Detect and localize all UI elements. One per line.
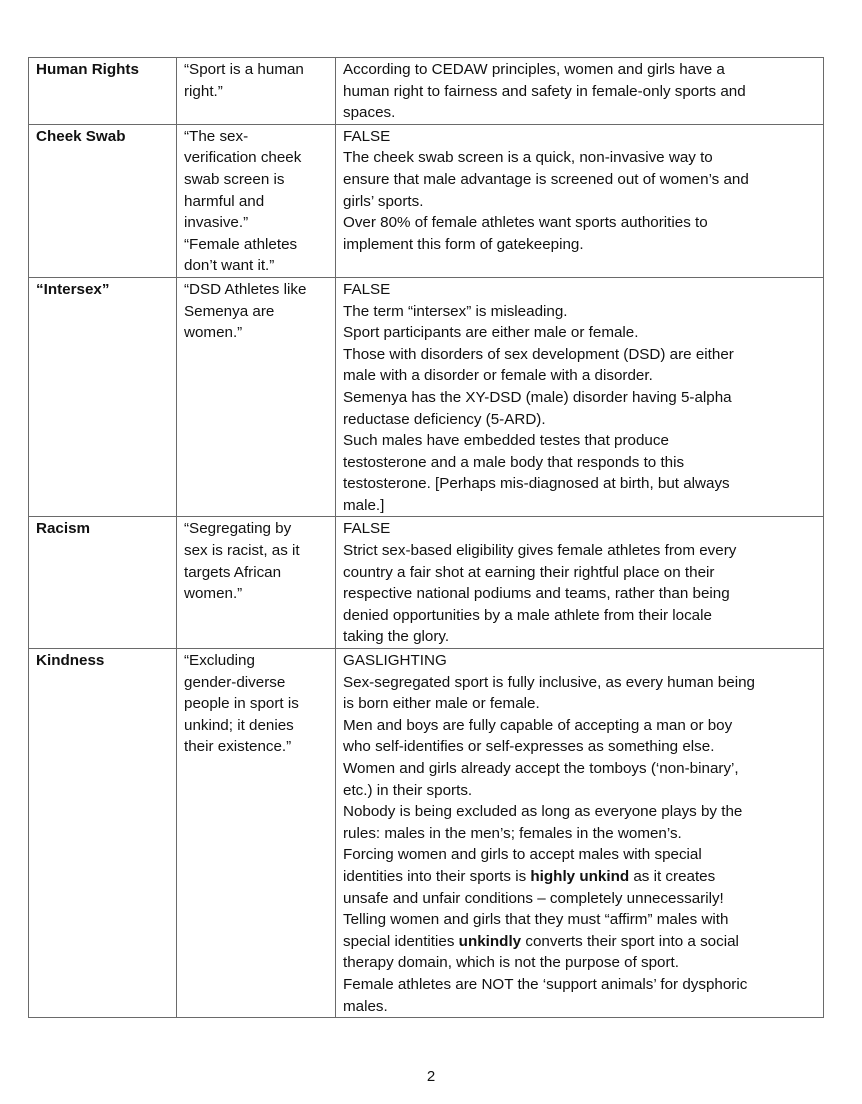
response-line	[343, 866, 816, 888]
topic-cell	[29, 58, 177, 125]
table-row	[29, 58, 824, 125]
claim-line: “Sport is a human	[184, 61, 304, 78]
claim-line: women.”	[184, 324, 243, 342]
response-line: Female athletes are NOT the ‘support animals’ for dysphoric	[343, 975, 748, 993]
claim-line: right.”	[184, 82, 223, 100]
response-line: unsafe and unfair conditions – completely unnecessarily!	[343, 889, 724, 907]
claim-line: “The sex-	[184, 127, 249, 145]
response-line	[343, 931, 816, 953]
response-line: Semenya has the XY-DSD (male) disorder having 5-alpha	[343, 388, 732, 406]
response-cell	[336, 517, 824, 649]
topic-label: Cheek Swab	[36, 127, 126, 145]
response-line: According to CEDAW principles, women and girls have a	[343, 61, 725, 78]
claim-line: “DSD Athletes like	[184, 280, 307, 298]
response-line: rules: males in the men’s; females in the women’s.	[343, 824, 682, 842]
table-row	[29, 277, 824, 517]
response-line: Over 80% of female athletes want sports authorities to	[343, 214, 708, 232]
response-line: Such males have embedded testes that produce	[343, 432, 669, 450]
emphasis-text: unkindly	[458, 932, 522, 950]
response-line: Women and girls already accept the tomboys (‘non-binary’,	[343, 760, 739, 777]
topic-label: Human Rights	[36, 61, 139, 78]
response-line: girls’ sports.	[343, 192, 424, 210]
response-text: converts their sport into a social	[521, 932, 739, 950]
claim-line: sex is racist, as it	[184, 542, 300, 560]
response-line: ensure that male advantage is screened out of women’s and	[343, 170, 749, 188]
topic-label: Kindness	[36, 652, 105, 670]
response-cell	[336, 124, 824, 277]
claim-line: harmful and	[184, 192, 265, 210]
topic-cell	[29, 277, 177, 517]
claim-line: unkind; it denies	[184, 716, 294, 734]
response-line: taking the glory.	[343, 628, 450, 646]
response-line: The term “intersex” is misleading.	[343, 302, 568, 320]
response-line: respective national podiums and teams, rather than being	[343, 585, 730, 603]
claim-line: invasive.”	[184, 214, 249, 232]
verdict-label: FALSE	[343, 280, 391, 298]
topic-cell	[29, 124, 177, 277]
response-line: Sport participants are either male or female.	[343, 324, 639, 342]
response-line: who self-identifies or self-expresses as something else.	[343, 738, 715, 756]
response-line: etc.) in their sports.	[343, 781, 473, 799]
claim-line: targets African	[184, 563, 282, 581]
table-row	[29, 649, 824, 1018]
response-line: Those with disorders of sex development (DSD) are either	[343, 345, 734, 363]
myth-fact-table	[28, 57, 824, 1018]
response-line: male with a disorder or female with a disorder.	[343, 367, 653, 385]
verdict-label: FALSE	[343, 127, 391, 145]
claim-line: people in sport is	[184, 695, 299, 713]
claim-cell	[177, 58, 336, 125]
response-line: Nobody is being excluded as long as everyone plays by the	[343, 803, 743, 821]
response-text: identities into their sports is	[343, 867, 531, 885]
table-row	[29, 517, 824, 649]
claim-line: verification cheek	[184, 149, 302, 167]
response-line: Sex-segregated sport is fully inclusive, as every human being	[343, 673, 755, 691]
response-line: testosterone. [Perhaps mis-diagnosed at birth, but always	[343, 475, 730, 493]
response-line: implement this form of gatekeeping.	[343, 235, 584, 253]
response-line: Men and boys are fully capable of accepting a man or boy	[343, 716, 733, 734]
response-text: special identities	[343, 932, 459, 950]
claim-line: “Female athletes	[184, 235, 298, 253]
claim-line: Semenya are	[184, 302, 275, 320]
response-line: Forcing women and girls to accept males with special	[343, 846, 702, 864]
verdict-label: FALSE	[343, 520, 391, 538]
response-line: Telling women and girls that they must “affirm” males with	[343, 911, 729, 929]
response-line: Strict sex-based eligibility gives female athletes from every	[343, 542, 737, 560]
response-line: is born either male or female.	[343, 695, 540, 713]
response-cell	[336, 58, 824, 125]
claim-line: don’t want it.”	[184, 257, 275, 275]
response-line: The cheek swab screen is a quick, non-invasive way to	[343, 149, 713, 167]
response-line: denied opportunities by a male athlete from their locale	[343, 606, 712, 624]
claim-line: swab screen is	[184, 170, 285, 188]
claim-line: “Segregating by	[184, 520, 292, 538]
topic-cell	[29, 649, 177, 1018]
response-line: spaces.	[343, 104, 396, 122]
response-line: reductase deficiency (5-ARD).	[343, 410, 546, 428]
claim-cell	[177, 649, 336, 1018]
claim-cell	[177, 277, 336, 517]
response-line: country a fair shot at earning their rightful place on their	[343, 563, 715, 581]
page-number: 2	[426, 1068, 436, 1085]
claim-line: gender-diverse	[184, 673, 286, 691]
response-line: testosterone and a male body that responds to this	[343, 453, 685, 471]
topic-label: Racism	[36, 520, 91, 538]
claim-line: women.”	[184, 585, 243, 603]
table-row	[29, 124, 824, 277]
response-line: males.	[343, 997, 388, 1015]
response-cell	[336, 649, 824, 1018]
response-line: therapy domain, which is not the purpose of sport.	[343, 954, 680, 972]
claim-cell	[177, 124, 336, 277]
verdict-label: GASLIGHTING	[343, 652, 447, 670]
topic-label: “Intersex”	[36, 280, 110, 298]
topic-cell	[29, 517, 177, 649]
response-line: human right to fairness and safety in female-only sports and	[343, 82, 746, 100]
emphasis-text: highly unkind	[530, 867, 630, 885]
response-text: as it creates	[629, 867, 716, 885]
claim-cell	[177, 517, 336, 649]
response-cell	[336, 277, 824, 517]
claim-line: “Excluding	[184, 652, 255, 670]
response-line: male.]	[343, 496, 385, 514]
claim-line: their existence.”	[184, 738, 292, 756]
